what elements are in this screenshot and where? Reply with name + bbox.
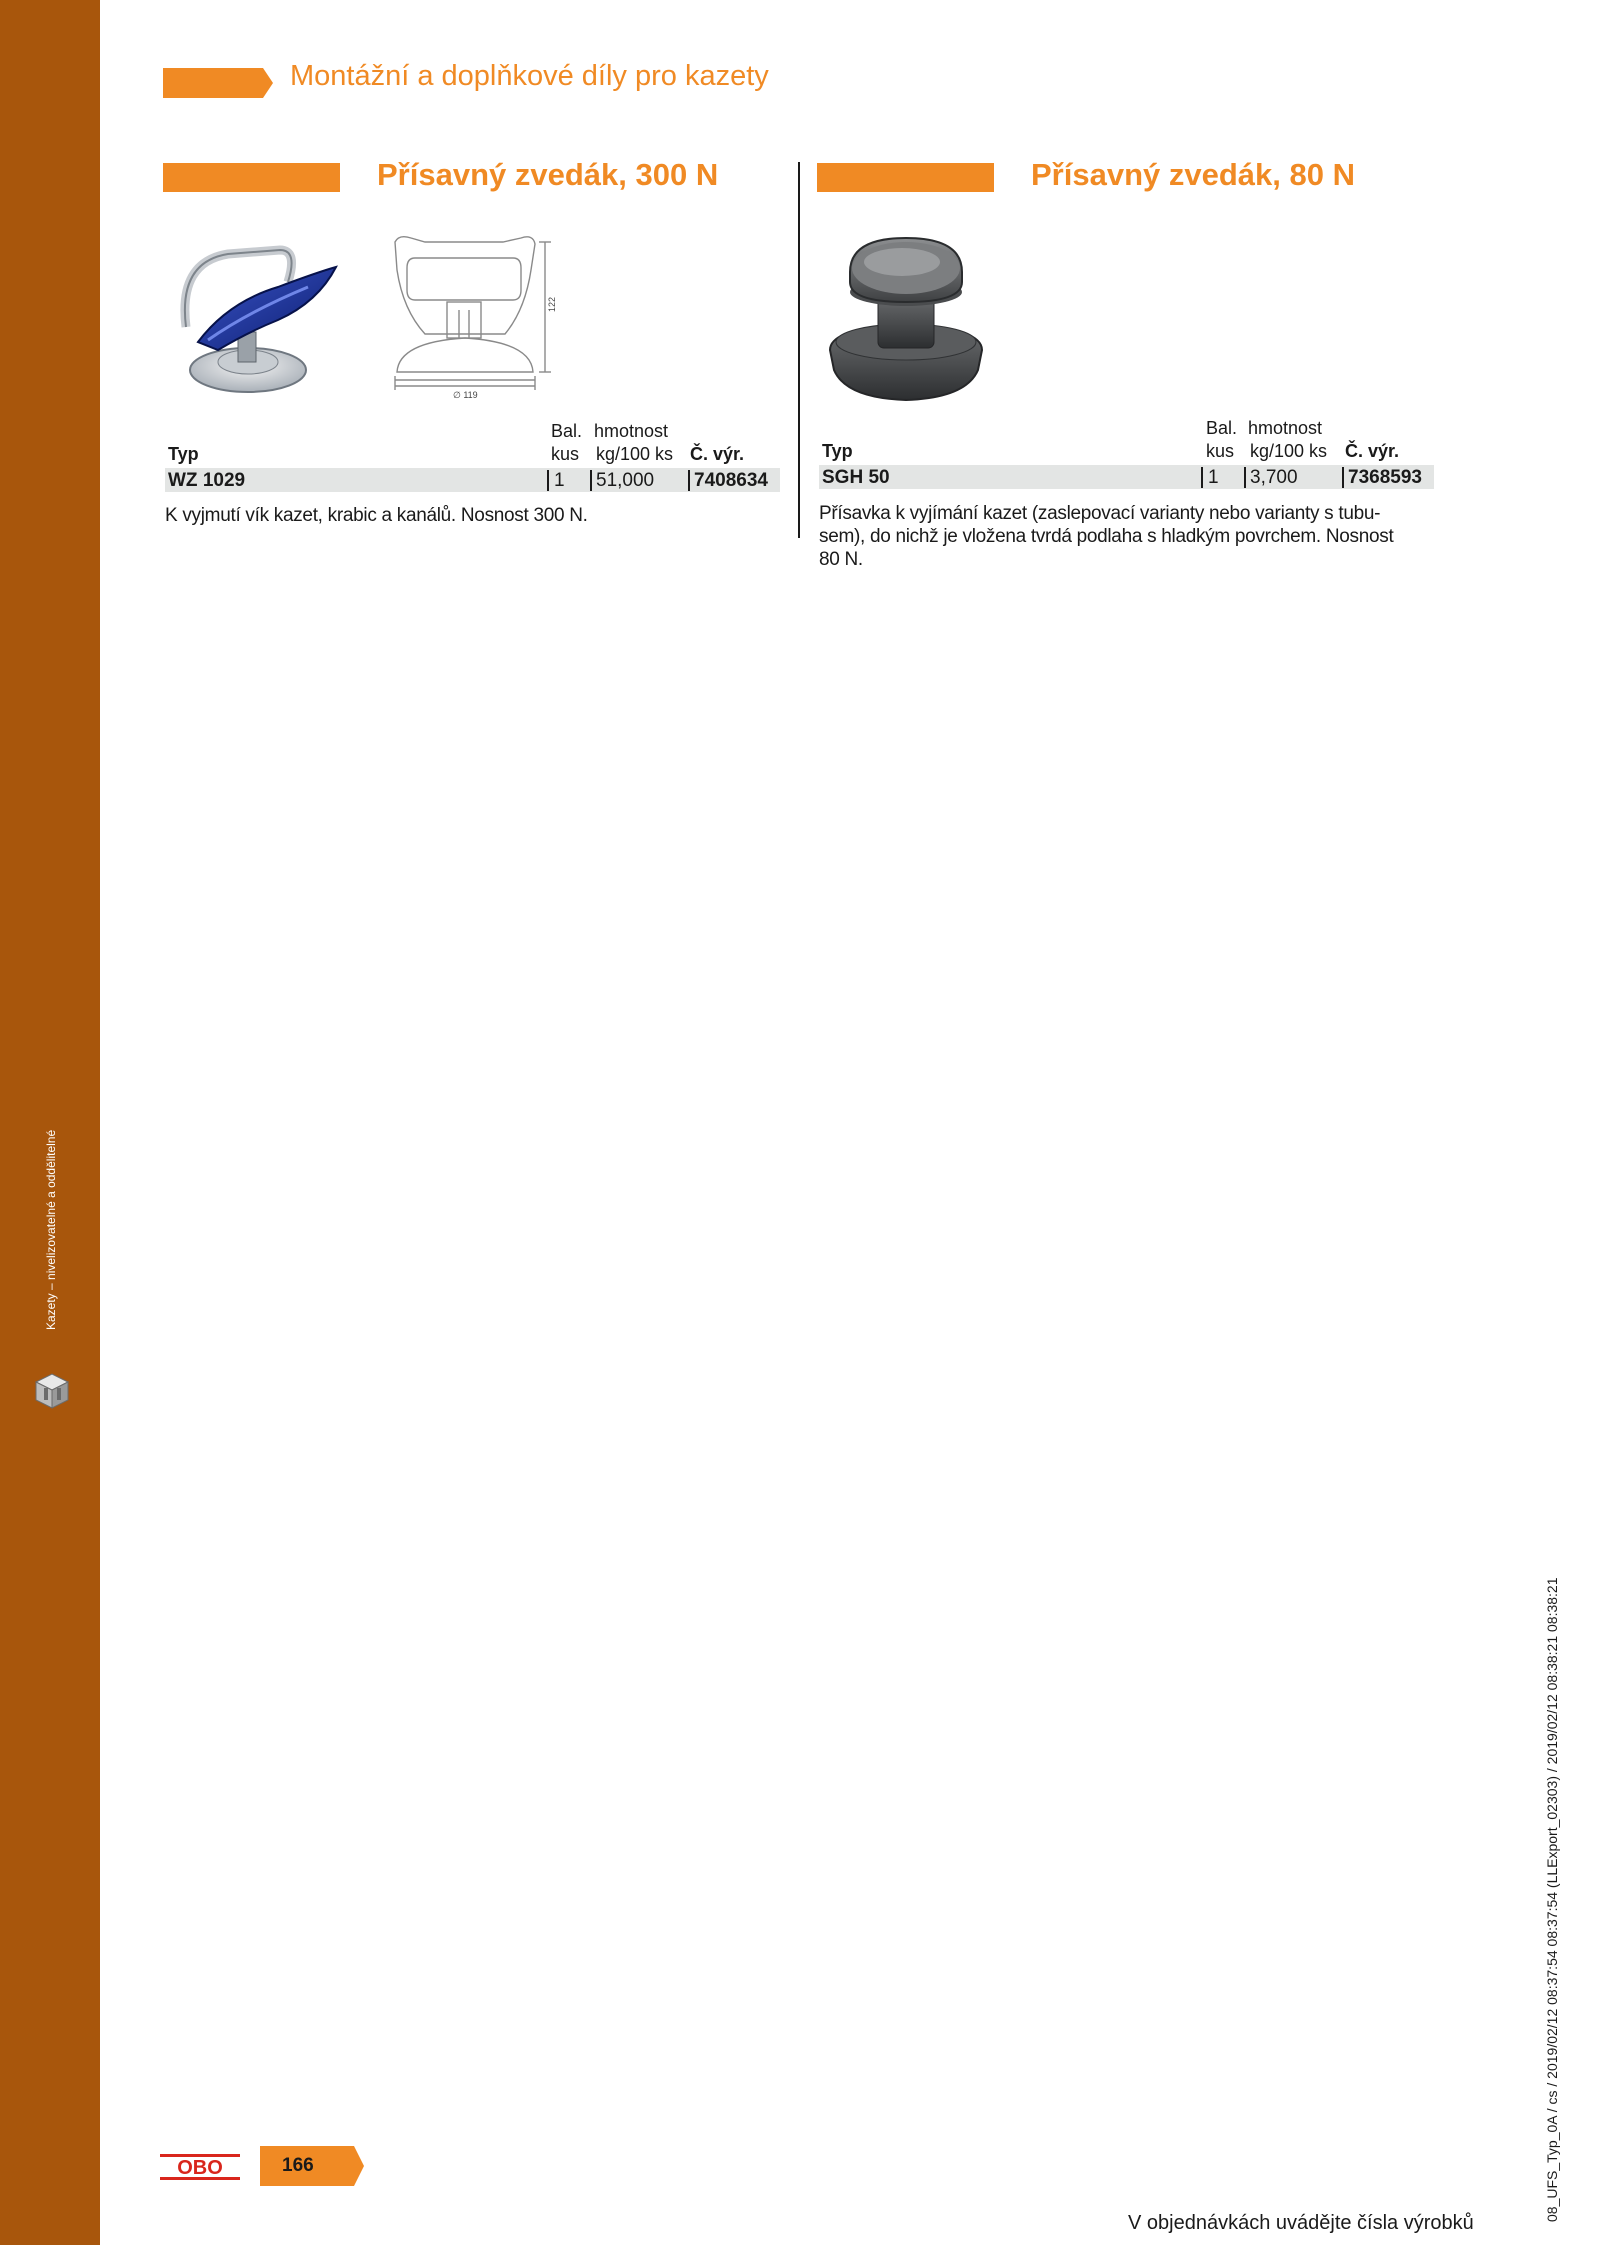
sidebar-band [0,0,100,2245]
right-row-sep-3 [1342,467,1344,488]
left-row-sep-1 [547,470,549,491]
right-row-sep-2 [1244,467,1246,488]
header-tab-marker [163,68,273,98]
right-col-art: Č. výr. [1345,441,1400,461]
export-meta-text: 08_UFS_Typ_0A / cs / 2019/02/12 08:37:54 08:37:54 (LLExport_02303) / 2019/02/12 08:38:21 08:38:21 [1544,1577,1560,2222]
right-row-sep-1 [1201,467,1203,488]
left-col-typ: Typ [168,444,199,464]
right-col-bal-line1: Bal. [1206,418,1238,438]
left-col-bal-line1: Bal. [551,421,583,441]
sidebar-chapter-label: Kazety – nivelizovatelné a oddělitelné [44,1129,58,1330]
right-product-title: Přísavný zvedák, 80 N [1031,157,1355,192]
obo-logo-text: OBO [177,2157,223,2179]
right-description-line-1: Přísavka k vyjímání kazet (zaslepovací varianty nebo varianty s tubu- [819,503,1381,524]
right-table-row [819,465,1434,489]
suction-lifter-300n-photo [168,232,348,402]
left-table-row [165,468,780,492]
right-row-art: 7368593 [1348,467,1422,488]
height-dimension-label: 122 [547,296,557,312]
left-col-bal-line2: kus [551,444,580,464]
right-description-line-2: sem), do nichž je vložena tvrdá podlaha s hladkým povrchem. Nosnost [819,526,1394,547]
left-col-weight-line1: hmotnost [594,421,669,441]
suction-lifter-dimension-drawing [385,230,570,400]
right-description-line-3: 80 N. [819,549,863,570]
right-col-typ: Typ [822,441,853,461]
footer-order-note: V objednávkách uvádějte čísla výrobků [1128,2212,1474,2234]
right-col-bal-line2: kus [1206,441,1235,461]
right-row-typ: SGH 50 [822,467,890,488]
cassette-floor-icon [32,1368,72,1414]
right-col-weight-line1: hmotnost [1248,418,1323,438]
left-row-sep-3 [688,470,690,491]
left-product-title: Přísavný zvedák, 300 N [377,157,719,192]
left-col-weight-line2: kg/100 ks [596,444,674,464]
column-divider [798,162,800,538]
right-col-weight-line2: kg/100 ks [1250,441,1328,461]
left-row-sep-2 [590,470,592,491]
left-col-art: Č. výr. [690,444,745,464]
left-section-bar [163,163,340,192]
left-row-art: 7408634 [694,470,768,491]
page-title: Montážní a doplňkové díly pro kazety [290,60,769,92]
right-section-bar [817,163,994,192]
page-number: 166 [282,2155,314,2176]
right-row-weight: 3,700 [1250,467,1298,488]
right-row-bal: 1 [1208,467,1219,488]
suction-cup-80n-photo [826,232,986,407]
left-row-weight: 51,000 [596,470,655,491]
left-row-typ: WZ 1029 [168,470,246,491]
left-row-bal: 1 [554,470,565,491]
left-product-description: K vyjmutí vík kazet, krabic a kanálů. Nosnost 300 N. [165,505,588,526]
right-product-description [819,502,1459,571]
diameter-dimension-label: ∅ 119 [453,390,478,400]
obo-logo [160,2154,240,2180]
